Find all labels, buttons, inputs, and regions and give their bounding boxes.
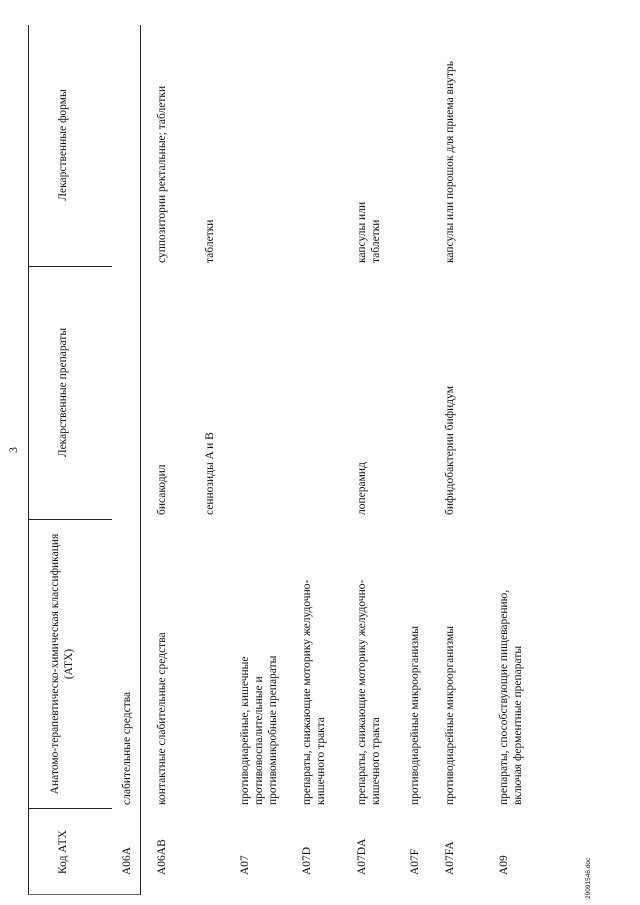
row-a07f-classification: противодиарейные микроорганизмы bbox=[409, 626, 421, 805]
page-number: 3 bbox=[6, 447, 20, 453]
row-a07-classification: противодиарейные, кишечные противовоспалительные и противомикробные препараты bbox=[239, 655, 279, 805]
row-a06a-code: A06A bbox=[121, 846, 133, 875]
header-divider-3 bbox=[28, 266, 112, 267]
table-rule-header bbox=[140, 25, 141, 895]
row-a07fa-forms: капсулы или порошок для приема внутрь bbox=[444, 60, 456, 263]
header-classification: Анатомо-терапевтическо-химическая классификация (АТХ) bbox=[49, 533, 75, 795]
row-sennosides-forms: таблетки bbox=[204, 219, 216, 263]
row-a06ab-forms: суппозитории ректальные; таблетки bbox=[156, 85, 168, 263]
row-a06ab-code: A06AB bbox=[156, 839, 168, 875]
row-a07fa-classification: противодиарейные микроорганизмы bbox=[444, 626, 456, 805]
row-a09-classification: препараты, способствующие пищеварению, включая ферментные препараты bbox=[498, 589, 524, 805]
row-a07fa-drug: бифидобактерии бифидум bbox=[444, 385, 456, 515]
table-rule-top bbox=[28, 25, 29, 895]
footer-doc-code: 29091546.doc bbox=[585, 857, 592, 899]
table-rule-header-left bbox=[28, 894, 140, 895]
header-divider-2 bbox=[28, 519, 112, 520]
row-a07d-classification: препараты, снижающие моторику желудочно-кишечного тракта bbox=[301, 579, 327, 805]
row-a06ab-drug: бисакодил bbox=[156, 464, 168, 515]
row-a06a-classification: слабительные средства bbox=[121, 691, 133, 805]
row-a07f-code: A07F bbox=[409, 848, 421, 875]
row-a07da-drug: лоперамид bbox=[356, 462, 368, 515]
row-a07d-code: A07D bbox=[301, 846, 313, 875]
row-a07da-classification: препараты, снижающие моторику желудочно-кишечного тракта bbox=[356, 579, 382, 805]
header-divider-1 bbox=[28, 808, 112, 809]
row-a07-code: A07 bbox=[239, 855, 251, 875]
header-forms: Лекарственные формы bbox=[57, 89, 69, 201]
header-drugs: Лекарственные препараты bbox=[57, 327, 69, 458]
row-a07da-code: A07DA bbox=[356, 838, 368, 875]
row-a07da-forms: капсулы или таблетки bbox=[356, 201, 382, 263]
row-a09-code: A09 bbox=[498, 855, 510, 875]
row-a06ab-classification: контактные слабительные средства bbox=[156, 632, 168, 805]
header-code: Код АТХ bbox=[57, 830, 69, 874]
row-a07fa-code: A07FA bbox=[444, 841, 456, 875]
row-sennosides-drug: сеннозиды A и B bbox=[204, 432, 216, 515]
